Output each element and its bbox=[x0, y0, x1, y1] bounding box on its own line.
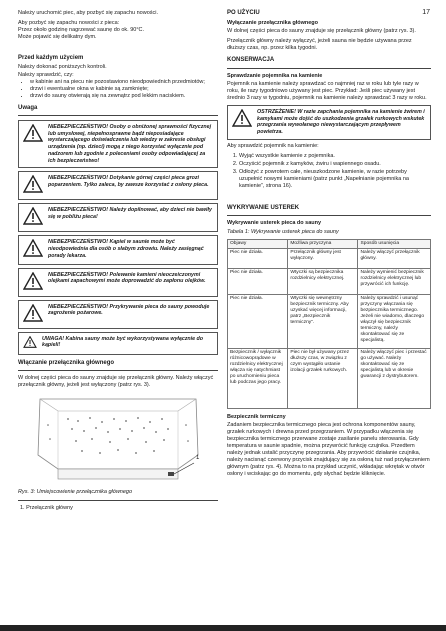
check-list bbox=[18, 79, 218, 100]
notice-text: NIEBEZPIECZEŃSTWO! Kąpiel w saunie może być nieodpowiednia dla osób o słabym zdrowiu. Należy zasięgnąć porady lekarza. bbox=[48, 239, 204, 259]
danger-notice bbox=[18, 300, 218, 329]
troubleshooting-table bbox=[227, 239, 431, 409]
divider bbox=[227, 68, 431, 69]
subsection-heading: Sprawdzanie pojemnika na kamienie bbox=[227, 72, 323, 79]
stove-drawing bbox=[18, 395, 218, 487]
stove-switch-figure bbox=[18, 395, 218, 487]
table-row bbox=[228, 294, 431, 348]
table-cell: Należy sprawdzić i usunąć przyczyny włączania się bezpiecznika termicznego. Jeżeli nie wiadomo, dlaczego włączył się bezpiecznik termiczny, należy skontaktować się ze specjalistą. bbox=[358, 294, 431, 348]
divider bbox=[18, 370, 218, 371]
warning-triangle-icon bbox=[23, 336, 37, 351]
intro-line: Może pojawić się delikatny dym. bbox=[18, 34, 97, 41]
divider bbox=[18, 500, 218, 501]
list-item: • w kabinie ani na piecu nie pozostawiono nieodpowiednich przedmiotów; bbox=[30, 79, 218, 86]
figure-callout-number: 1 bbox=[196, 455, 200, 462]
list-item: • drzwi do sauny otwierają się na zewnątrz pod lekkim naciskiem. bbox=[30, 93, 218, 100]
table-row bbox=[228, 348, 431, 408]
notice-text: NIEBEZPIECZEŃSTWO! Przykrywanie pieca do sauny powoduje zagrożenie pożarowe. bbox=[48, 303, 210, 317]
section-heading: Włączanie przełącznika głównego bbox=[18, 359, 115, 366]
section-heading: Przed każdym użyciem bbox=[18, 55, 84, 62]
list-item: 1. Wyjąć wszystkie kamienie z pojemnika. bbox=[239, 153, 431, 160]
table-cell: Wtyczki są bezpiecznika rozdzielnicy elektrycznej. bbox=[288, 268, 358, 294]
danger-notice bbox=[18, 268, 218, 297]
warning-triangle-icon bbox=[23, 272, 43, 293]
warning-triangle-icon bbox=[232, 109, 252, 130]
divider bbox=[18, 115, 218, 116]
warning-triangle-icon bbox=[23, 207, 43, 228]
figure-legend-item: 1. Przełącznik główny bbox=[20, 505, 73, 512]
danger-notice bbox=[18, 235, 218, 264]
paragraph: Przełącznik główny należy wyłączyć, jeżeli sauna nie będzie używana przez dłuższy czas, np. przez kilka tygodni. bbox=[227, 38, 412, 52]
paragraph: W dolnej części pieca do sauny znajduje się przełącznik główny. Należy włączyć przełącznik główny, jeżeli jest wyłączony (patrz rys. 3). bbox=[18, 374, 214, 388]
table-header: Możliwa przyczyna bbox=[288, 239, 358, 248]
figure-caption: Rys. 3: Umiejscowienie przełącznika głównego bbox=[18, 489, 133, 496]
step-list bbox=[227, 153, 431, 190]
warning-triangle-icon bbox=[23, 304, 43, 325]
intro-line: Aby pozbyć się zapachu nowości z pieca: bbox=[18, 20, 120, 27]
notice-text: OSTRZEŻENIE! W razie zapchania pojemnika na kamienie żwirem i kamykami może dojść do uszkodzenia grzałek rurkowych wskutek przegrzania wywołanego niewystarczającym przepływem powietrza. bbox=[257, 108, 425, 136]
table-cell: Bezpiecznik / wyłącznik różnicowoprądowe w rozdzielnicy elektrycznej włącza się natychmiast po uruchomieniu pieca lub podczas jego pracy. bbox=[228, 348, 288, 408]
attention-notice bbox=[227, 105, 431, 140]
left-column bbox=[18, 10, 218, 515]
paragraph: Aby sprawdzić pojemnik na kamienie: bbox=[227, 142, 319, 149]
table-header-row bbox=[228, 239, 431, 248]
list-item: 3. Odłożyć z powrotem całe, nieuszkodzone kamienie, w razie potrzeby uzupełnić nowymi kamieniami (patrz punkt „Napełnianie pojemnika na kamienie”, strona 16). bbox=[239, 169, 431, 190]
danger-notice bbox=[18, 203, 218, 232]
paragraph: W dolnej części pieca do sauny znajduje się przełącznik główny (patrz rys. 3). bbox=[227, 28, 416, 35]
paragraph: Należy sprawdzić, czy: bbox=[18, 71, 74, 78]
intro-line: Przez około godzinę nagrzewać saunę do ok. 90°C. bbox=[18, 27, 145, 34]
notice-text: NIEBEZPIECZEŃSTWO! Dotykanie górnej części pieca grozi poparzeniem. Tylko zaleca, by zawsze korzystać z osłony pieca. bbox=[48, 175, 209, 188]
table-cell: Należy włączyć przełącznik główny. bbox=[358, 248, 431, 268]
section-heading: Uwaga bbox=[18, 104, 38, 111]
list-item: • drzwi i ewentualne okna w kabinie są zamknięte; bbox=[30, 86, 218, 93]
paragraph: Zadaniem bezpiecznika termicznego pieca jest ochrona komponentów sauny, grzałek rurkowych i drewna przed przegrzaniem. W przypadku włączenia się bezpiecznika termicznego przerwane zostaje zasilanie panelu sterowania. Gdy temperatura w saunie spadnie, można przywrócić funkcję czujnika. Przedtem należy jednak ustalić przyczynę przegrzania. Aby przywrócić działanie czujnika, należy nacisnąć czerwony przycisk znajdujący się za osłoną tuż nad przyłączeniem głównym (patrz rys. 4). Można to na przykład uczynić, wkładając wkrętak w otwór osłony i wciskając go do momentu, gdy słychać będzie kliknięcie. bbox=[227, 421, 430, 478]
notice-text: NIEBEZPIECZEŃSTWO! Osoby o obniżonej sprawności fizycznej lub umysłowej, niepełnosprawne bądź nieposiadające wystarczającego doświadczenia lub wiedzy w zakresie obsługi urządzenia (np. dzieci) mogą z niego korzystać wyłącznie pod nadzorem lub zgodnie z poleceniami osoby odpowiadającej za ich bezpieczeństwo! bbox=[48, 124, 212, 164]
table-cell: Należy włączyć piec i przestać go używać. Należy skontaktować się ze specjalistą lub w okresie gwarancji z dystrybutorem. bbox=[358, 348, 431, 408]
page-number: 17 bbox=[422, 9, 430, 16]
list-item: 2. Oczyścić pojemnik z kamyków, żwiru i wapiennego osadu. bbox=[239, 161, 431, 168]
subsection-heading: Wykrywanie usterek pieca do sauny bbox=[227, 220, 322, 227]
subsection-heading: Wyłączanie przełącznika głównego bbox=[227, 20, 318, 27]
warning-triangle-icon bbox=[23, 124, 43, 145]
paragraph: Należy dokonać poniższych kontroli. bbox=[18, 64, 107, 71]
table-header: Sposób usunięcia bbox=[358, 239, 431, 248]
subsection-heading: Bezpiecznik termiczny bbox=[227, 413, 286, 420]
table-cell: Piec nie działa. bbox=[228, 294, 288, 348]
warning-triangle-icon bbox=[23, 175, 43, 196]
danger-notice bbox=[18, 120, 218, 168]
table-cell: Piec nie działa. bbox=[228, 248, 288, 268]
table-header: Objawy bbox=[228, 239, 288, 248]
table-caption: Tabela 1: Wykrywanie usterek pieca do sauny bbox=[227, 228, 339, 235]
intro-line: Należy uruchomić piec, aby pozbyć się zapachu nowości. bbox=[18, 10, 159, 16]
paragraph: Pojemnik na kamienie należy sprawdzać co najmniej raz w roku lub tyle razy w roku, ile razy tygodniowo używany jest piec. Przykład: Jeśli piec używany jest średnio 3 razy w tygodniu, pojemnik na kamienie należy sprawdzać 3 razy w roku. bbox=[227, 80, 427, 101]
table-cell: Przełącznik główny jest wyłączony. bbox=[288, 248, 358, 268]
warning-triangle-icon bbox=[23, 239, 43, 260]
table-cell: Wtyczki się wewnętrzny bezpiecznik termiczny. Aby uzyskać więcej informacji, patrz „Bezpiecznik termiczny”. bbox=[288, 294, 358, 348]
notice-text: NIEBEZPIECZEŃSTWO! Należy dopilnować, aby dzieci nie bawiły się w pobliżu pieca! bbox=[48, 207, 212, 221]
table-cell: Piec nie działa. bbox=[228, 268, 288, 294]
notice-text: UWAGA! Kabina sauny może być wykorzystywana wyłącznie do kąpieli! bbox=[42, 335, 204, 349]
danger-notice bbox=[18, 171, 218, 200]
table-cell: Należy wymienić bezpiecznik rozdzielnicy elektrycznej lub przywrócić ich funkcję. bbox=[358, 268, 431, 294]
divider bbox=[227, 215, 431, 216]
notice-text: NIEBEZPIECZEŃSTWO! Polewanie kamieni nieoczeiczonymi olejkami zapachowymi może doprowadzić do zapłonu olejków. bbox=[48, 271, 206, 285]
table-row bbox=[228, 248, 431, 268]
caution-notice bbox=[18, 332, 218, 355]
table-row bbox=[228, 268, 431, 294]
footer-bar bbox=[0, 625, 446, 631]
section-heading: WYKRYWANIE USTEREK bbox=[227, 205, 300, 212]
right-column bbox=[227, 10, 431, 482]
section-heading: KONSERWACJA bbox=[227, 57, 275, 64]
section-heading: PO UŻYCIU bbox=[227, 10, 260, 16]
table-cell: Piec nie był używany przez dłuższy czas, w związku z czym wystąpiło ustanie izolacji grzałek rurkowych. bbox=[288, 348, 358, 408]
